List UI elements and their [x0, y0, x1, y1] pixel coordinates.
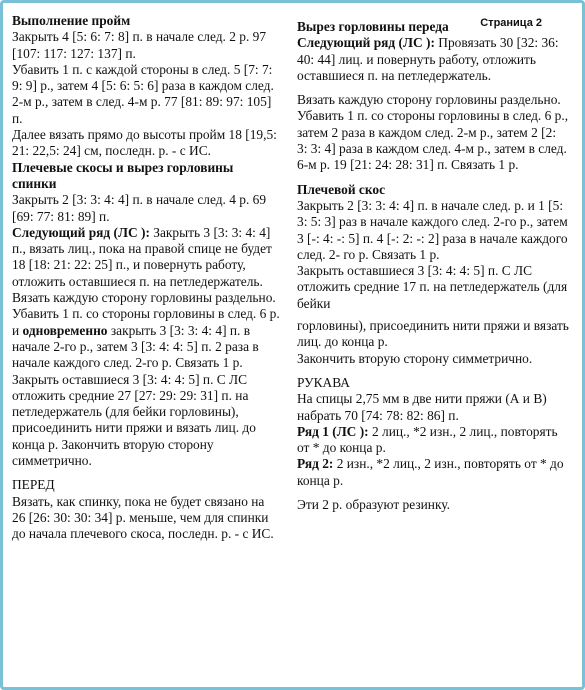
- paragraph: [297, 35, 569, 84]
- row-text: 2 лиц., *2 изн., 2 лиц., повторять от * до конца р.: [297, 423, 558, 456]
- row-text: Закрыть 3 [3: 3: 4: 4] п., вязать лиц., пока на правой спице не будет 18 [18: 21: 22: 25] п., и повернуть работу, отложить оставшиеся п. на петледержатель.: [12, 224, 272, 289]
- heading-shoulder: Плечевой скос: [297, 181, 386, 197]
- row-text: Провязать 30 [32: 36: 40: 44] лиц. и повернуть работу, отложить оставшиеся п. на петледержатель.: [297, 35, 559, 83]
- heading-front: ПЕРЕД: [12, 477, 55, 493]
- paragraph: Вязать каждую сторону горловины раздельно. Убавить 1 п. со стороны горловины в след. 6 р., затем 2 раза в каждом след. 2-м р., затем 2 [2: 3: 3: 4] раза в каждом след. 4-м р., затем в след. 6-м р. 19 [21: 24: 28: 31] п. Связать 1 р.: [297, 92, 569, 173]
- page-number: Страница 2: [480, 17, 542, 29]
- row-label: Следующий ряд (ЛС ):: [297, 35, 435, 51]
- heading-shoulder-back: Плечевые скосы и вырез горловины спинки: [12, 159, 234, 191]
- paragraph: Эти 2 р. образуют резинку.: [297, 497, 450, 513]
- paragraph: [297, 456, 569, 489]
- paragraph: [12, 290, 280, 469]
- paragraph: горловины), присоединить нити пряжи и вязать лиц. до конца р.: [297, 318, 569, 350]
- row-label: Следующий ряд (ЛС ):: [12, 224, 150, 240]
- emphasis: одновременно: [22, 322, 108, 338]
- paragraph: Убавить 1 п. с каждой стороны в след. 5 [7: 7: 9: 9] р., затем 4 [5: 6: 5: 6] раза в каждом след. 2-м р., затем в след. 4-м р. 77 [81: 89: 97: 105] п.: [12, 61, 274, 126]
- paragraph-text: закрыть 3 [3: 3: 4: 4] п. в начале 2-го р., затем 3 [3: 4: 4: 5] п. 2 раза в начале каждого след. 2-го р. Связать 1 р. Закрыть оставшиеся 3 [3: 4: 4: 5] п. С ЛС отложить средние 27 [27: 29: 29: 31] п. на петледержатель (для бейки горловины), присоединить нити пряжи и вязать лиц. до конца р. Закончить вторую сторону симметрично.: [12, 322, 259, 469]
- row-text: 2 изн., *2 лиц., 2 изн., повторять от * до конца р.: [297, 456, 564, 488]
- paragraph: Закрыть 2 [3: 3: 4: 4] п. в начале след. р. и 1 [5: 3: 5: 3] раз в начале каждого след. 2-го р., затем 3 [-: 4: -: 5] п. 4 [-: 2: -: 2] раза в начале каждого след. 2- го р. Связать 1 р.: [297, 197, 568, 262]
- heading-sleeve: РУКАВА: [297, 374, 350, 390]
- left-column: [12, 13, 280, 543]
- paragraph: На спицы 2,75 мм в две нити пряжи (А и В) набрать 70 [74: 78: 82: 86] п.: [297, 391, 547, 423]
- row-label: Ряд 1 (ЛС ):: [297, 423, 369, 439]
- paragraph: Закончить вторую сторону симметрично.: [297, 350, 533, 366]
- heading-neck-front: Вырез горловины переда: [297, 19, 449, 34]
- paragraph-text: Вязать каждую сторону горловины раздельно. Убавить 1 п. со стороны горловины в след. 6 р. и: [12, 290, 280, 338]
- paragraph: [297, 424, 569, 457]
- right-column: [297, 19, 569, 513]
- heading-armhole: Выполнение пройм: [12, 13, 131, 28]
- paragraph: Далее вязать прямо до высоты пройм 18 [19,5: 21: 22,5: 24] см, последн. р. - с ИС.: [12, 127, 277, 159]
- paragraph: Закрыть 2 [3: 3: 4: 4] п. в начале след. 4 р. 69 [69: 77: 81: 89] п.: [12, 192, 267, 224]
- row-label: Ряд 2:: [297, 456, 334, 472]
- paragraph: Закрыть оставшиеся 3 [3: 4: 4: 5] п. С ЛС отложить средние 17 п. на петледержатель (для бейки: [297, 263, 568, 311]
- paragraph: [12, 225, 280, 290]
- paragraph: Закрыть 4 [5: 6: 7: 8] п. в начале след. 2 р. 97 [107: 117: 127: 137] п.: [12, 29, 267, 61]
- paragraph: Вязать, как спинку, пока не будет связано на 26 [26: 30: 30: 34] р. меньше, чем для спинки до начала плечевого скоса, последн. р. - с ИС.: [12, 493, 274, 542]
